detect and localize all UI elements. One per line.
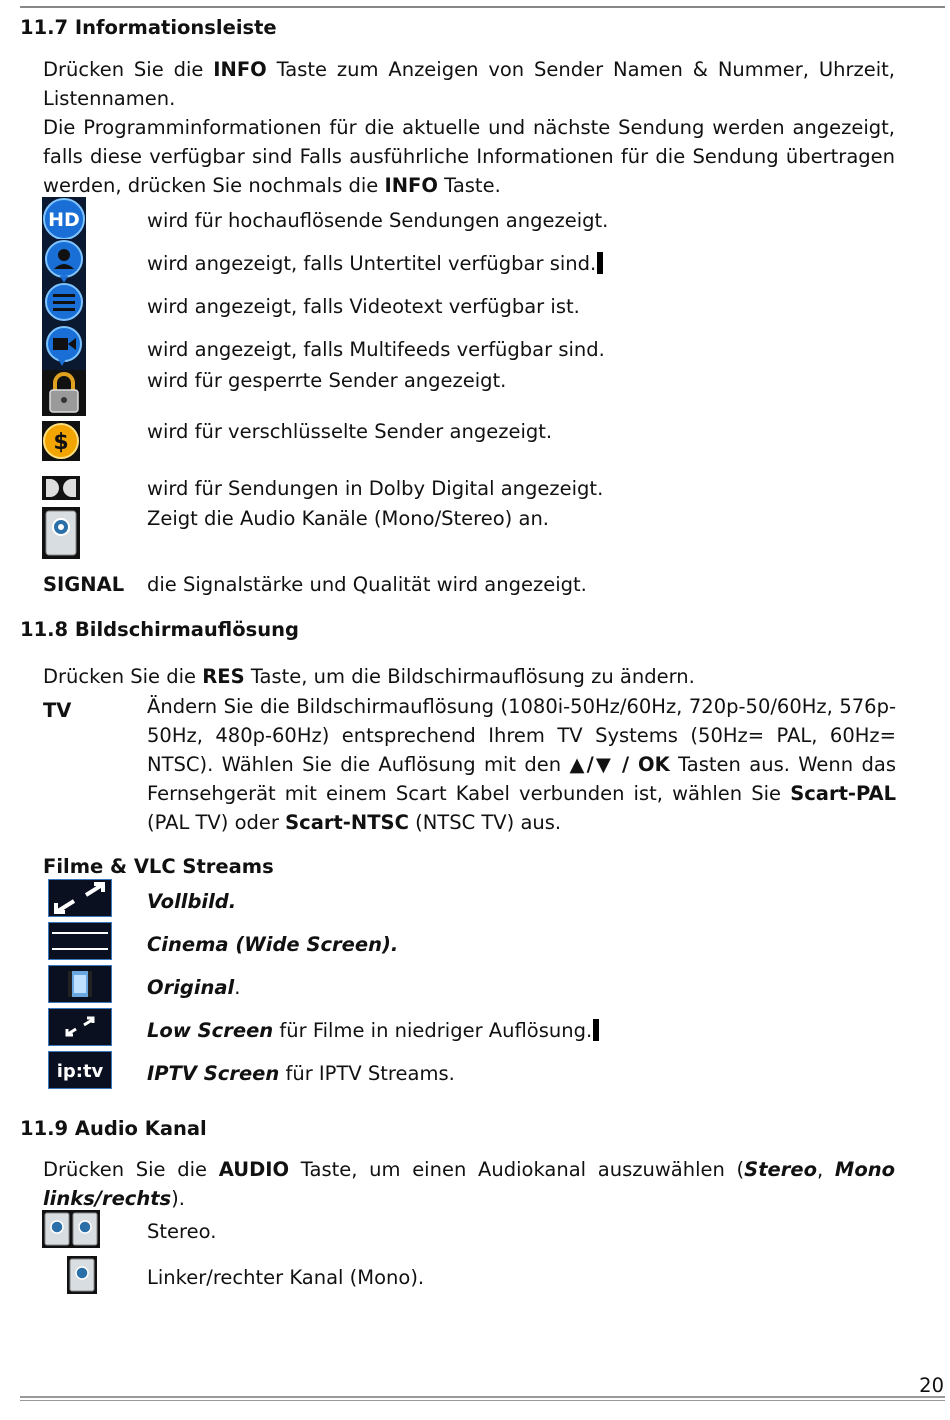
iptv-icon <box>48 1051 112 1094</box>
teletext-description: wird angezeigt, falls Videotext verfügbar ist. <box>147 295 580 318</box>
svg-text:ip:tv: ip:tv <box>56 1061 104 1082</box>
films-subheading: Filme & VLC Streams <box>43 855 274 878</box>
fullscreen-description: Vollbild. <box>147 890 237 913</box>
audio-channel-description: Zeigt die Audio Kanäle (Mono/Stereo) an. <box>147 507 549 530</box>
tv-description: Ändern Sie die Bildschirmauflösung (1080i-50Hz/60Hz, 720p-50/60Hz, 576p- 50Hz, 480p-60Hz) entsprechend Ihrem TV Systems (50Hz= PAL, 60Hz= NTSC). Wählen Sie die Auflösung mit den ▲/▼ / OK Tasten aus. Wenn das Fernsehgerät mit einem Scart Kabel verbunden ist, wählen Sie Scart-PAL (PAL TV) oder Scart-NTSC (NTSC TV) aus. <box>147 695 896 834</box>
svg-text:HD: HD <box>48 209 80 231</box>
mono-description: Linker/rechter Kanal (Mono). <box>147 1266 425 1289</box>
stereo-icon <box>42 1210 100 1253</box>
tv-label: TV <box>43 699 72 722</box>
iptv-description: IPTV Screen für IPTV Streams. <box>147 1062 455 1085</box>
subtitle-icon <box>42 239 86 288</box>
dolby-description: wird für Sendungen in Dolby Digital angezeigt. <box>147 477 604 500</box>
fullscreen-icon <box>48 879 112 922</box>
teletext-icon <box>42 282 86 331</box>
multifeed-description: wird angezeigt, falls Multifeeds verfügbar sind. <box>147 338 605 361</box>
lock-icon <box>42 370 86 421</box>
dolby-icon <box>42 476 80 505</box>
section-heading-11-7: 11.7 Informationsleiste <box>20 16 277 39</box>
mono-icon <box>67 1256 97 1299</box>
svg-text:$: $ <box>53 430 69 455</box>
cinema-icon <box>48 922 112 965</box>
top-rule <box>20 6 945 8</box>
bottom-rule <box>20 1396 945 1401</box>
original-description: Original. <box>147 976 241 999</box>
section-heading-11-8: 11.8 Bildschirmauflösung <box>20 618 299 641</box>
scrambled-icon <box>42 421 80 466</box>
intro-paragraph: Drücken Sie die INFO Taste zum Anzeigen von Sender Namen & Nummer, Uhrzeit, Listennamen. Die Programminformationen für die aktuelle und nächste Sendung werden angezeigt, falls diese verfügbar sind Falls ausführliche Informationen für die Sendung übertragen werden, drücken Sie nochmals die INFO Taste. <box>43 58 895 197</box>
hd-description: wird für hochauflösende Sendungen angezeigt. <box>147 209 609 232</box>
low-screen-icon <box>48 1008 112 1051</box>
page-number: 20 <box>919 1374 944 1397</box>
original-icon <box>48 965 112 1008</box>
audio-paragraph: Drücken Sie die AUDIO Taste, um einen Audiokanal auszuwählen (Stereo, Mono links/rechts). <box>43 1158 896 1210</box>
cinema-description: Cinema (Wide Screen). <box>147 933 399 956</box>
section-heading-11-9: 11.9 Audio Kanal <box>20 1117 207 1140</box>
stereo-description: Stereo. <box>147 1220 217 1243</box>
speaker-icon <box>42 507 80 564</box>
multifeed-icon <box>42 326 86 375</box>
signal-label: SIGNAL <box>43 573 125 596</box>
scrambled-description: wird für verschlüsselte Sender angezeigt. <box>147 420 553 443</box>
subtitle-description: wird angezeigt, falls Untertitel verfügbar sind. <box>147 252 603 275</box>
signal-description: die Signalstärke und Qualität wird angezeigt. <box>147 573 587 596</box>
res-paragraph: Drücken Sie die RES Taste, um die Bildschirmauflösung zu ändern. <box>43 665 695 688</box>
low-screen-description: Low Screen für Filme in niedriger Auflösung. <box>147 1019 599 1042</box>
lock-description: wird für gesperrte Sender angezeigt. <box>147 369 507 392</box>
